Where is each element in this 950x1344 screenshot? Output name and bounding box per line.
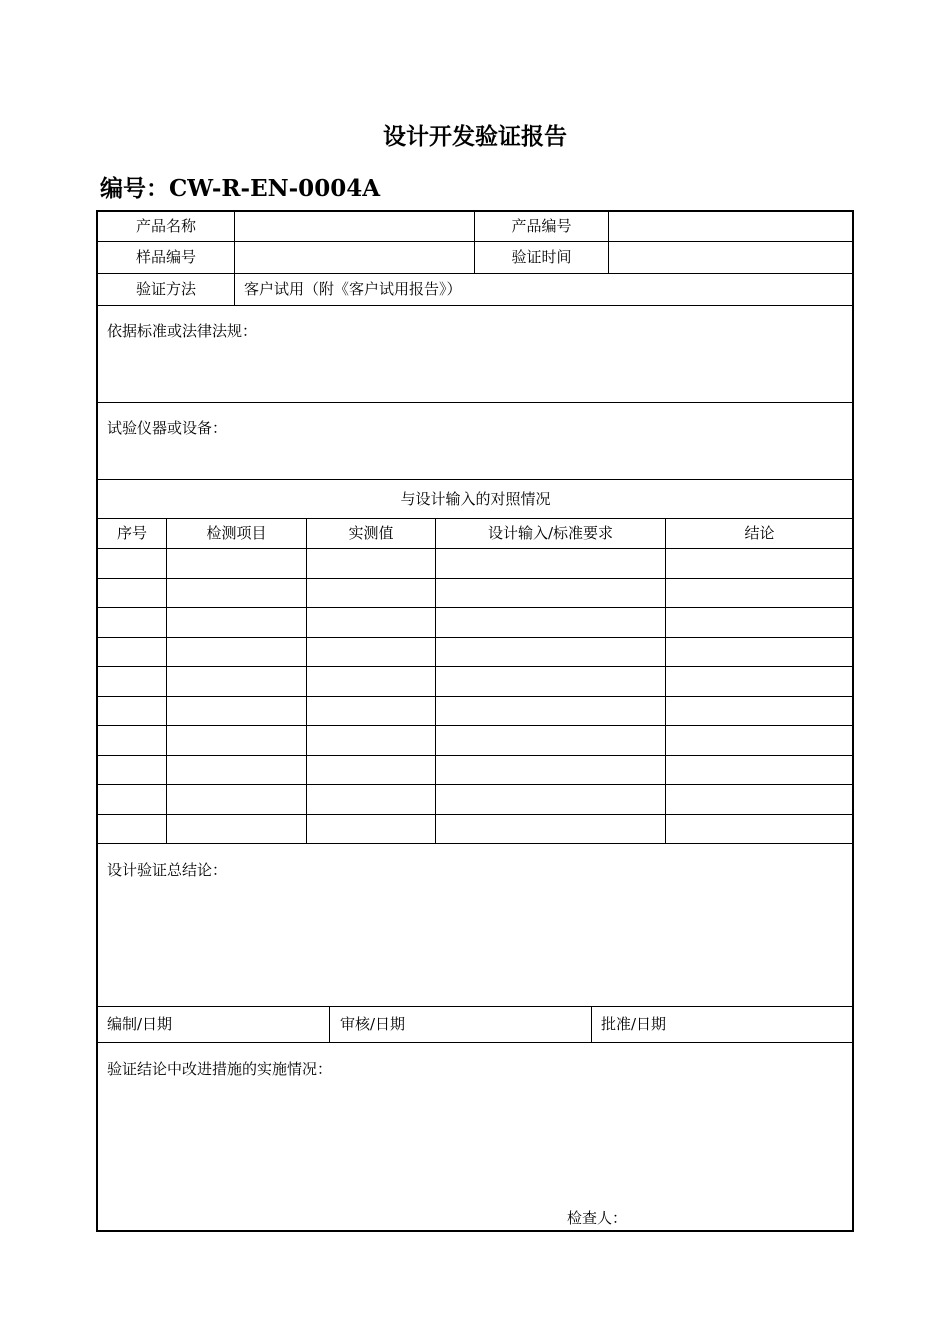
method-value: 客户试用（附《客户试用报告》）: [244, 280, 462, 298]
rule: [435, 518, 436, 843]
method-label: 验证方法: [135, 280, 196, 298]
document-title: 设计开发验证报告: [383, 123, 567, 150]
rule: [97, 784, 853, 785]
rule: [97, 814, 853, 815]
rule: [97, 1042, 853, 1043]
rule: [97, 725, 853, 726]
rule: [97, 666, 853, 667]
reviewed-date-label: 审核/日期: [340, 1015, 406, 1033]
verify-time-label: 验证时间: [511, 248, 572, 266]
rule: [97, 696, 853, 697]
rule: [166, 518, 167, 843]
rule: [97, 1006, 853, 1007]
approved-date-label: 批准/日期: [601, 1015, 667, 1033]
comparison-title: 与设计输入的对照情况: [400, 490, 551, 508]
col-header-seq: 序号: [116, 524, 147, 542]
sample-no-label: 样品编号: [135, 248, 196, 266]
report-form: [96, 210, 854, 1232]
document-code-value: CW-R-EN-0004A: [169, 175, 381, 202]
rule: [97, 755, 853, 756]
rule: [329, 1006, 330, 1042]
summary-label: 设计验证总结论：: [107, 861, 228, 879]
rule: [97, 637, 853, 638]
col-header-item: 检测项目: [206, 524, 267, 542]
rule: [97, 607, 853, 608]
document-code: [100, 170, 380, 203]
rule: [608, 211, 609, 273]
rule: [97, 518, 853, 519]
improvement-label: 验证结论中改进措施的实施情况：: [107, 1060, 333, 1078]
col-header-requirement: 设计输入/标准要求: [487, 524, 614, 542]
rule: [234, 211, 235, 305]
product-name-label: 产品名称: [135, 217, 196, 235]
prepared-date-label: 编制/日期: [107, 1015, 173, 1033]
rule: [306, 518, 307, 843]
inspector-label: 检查人：: [567, 1209, 628, 1227]
rule: [665, 518, 666, 843]
rule: [97, 305, 853, 306]
rule: [97, 843, 853, 844]
col-header-conclusion: 结论: [744, 524, 775, 542]
instruments-label: 试验仪器或设备：: [107, 419, 228, 437]
rule: [97, 273, 853, 274]
rule: [97, 578, 853, 579]
standards-label: 依据标准或法律法规：: [107, 322, 258, 340]
rule: [97, 241, 853, 242]
document-code-label: 编号：: [100, 175, 169, 202]
product-no-label: 产品编号: [511, 217, 572, 235]
rule: [97, 548, 853, 549]
col-header-measured: 实测值: [348, 524, 394, 542]
rule: [97, 479, 853, 480]
rule: [591, 1006, 592, 1042]
rule: [97, 402, 853, 403]
